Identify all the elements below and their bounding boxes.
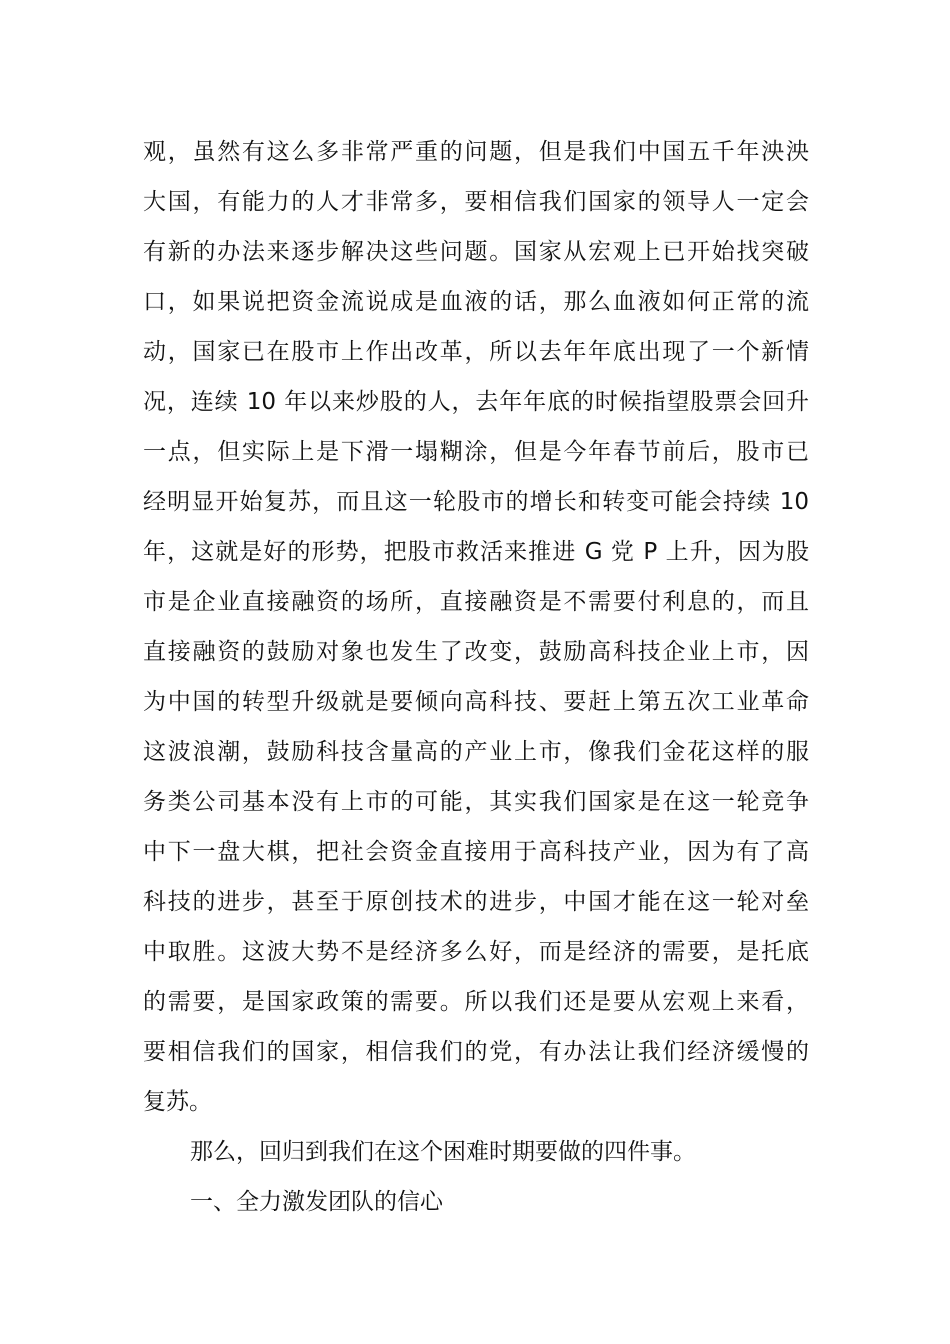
text-line: 年，这就是好的形势，把股市救活来推进 G 党 P 上升，因为股 — [143, 539, 809, 565]
body-text — [143, 127, 809, 1227]
text-line: 为中国的转型升级就是要倾向高科技、要赶上第五次工业革命 — [143, 689, 809, 715]
text-line: 大国，有能力的人才非常多，要相信我们国家的领导人一定会 — [143, 189, 809, 215]
text-line: 经明显开始复苏，而且这一轮股市的增长和转变可能会持续 10 — [143, 489, 809, 515]
text-line: 的需要，是国家政策的需要。所以我们还是要从宏观上来看， — [143, 989, 809, 1015]
text-line: 科技的进步，甚至于原创技术的进步，中国才能在这一轮对垒 — [143, 889, 809, 915]
text-line: 要相信我们的国家，相信我们的党，有办法让我们经济缓慢的 — [143, 1039, 809, 1065]
paragraph-four-tasks: 那么，回归到我们在这个困难时期要做的四件事。 — [190, 1139, 696, 1165]
text-line: 市是企业直接融资的场所，直接融资是不需要付利息的，而且 — [143, 589, 809, 615]
text-line: 中下一盘大棋，把社会资金直接用于高科技产业，因为有了高 — [143, 839, 809, 865]
section-heading: 一、全力激发团队的信心 — [190, 1189, 443, 1215]
text-line: 有新的办法来逐步解决这些问题。国家从宏观上已开始找突破 — [143, 239, 809, 265]
text-line: 况，连续 10 年以来炒股的人，去年年底的时候指望股票会回升 — [143, 389, 809, 415]
text-line: 一点，但实际上是下滑一塌糊涂，但是今年春节前后，股市已 — [143, 439, 809, 465]
text-line: 中取胜。这波大势不是经济多么好，而是经济的需要，是托底 — [143, 939, 809, 965]
text-line: 务类公司基本没有上市的可能，其实我们国家是在这一轮竞争 — [143, 789, 809, 815]
text-line: 动，国家已在股市上作出改革，所以去年年底出现了一个新情 — [143, 339, 809, 365]
text-line: 直接融资的鼓励对象也发生了改变，鼓励高科技企业上市，因 — [143, 639, 809, 665]
text-line-last: 复苏。 — [143, 1089, 212, 1115]
text-line: 观，虽然有这么多非常严重的问题，但是我们中国五千年泱泱 — [143, 139, 809, 165]
text-line: 口，如果说把资金流说成是血液的话，那么血液如何正常的流 — [143, 289, 809, 315]
text-line: 这波浪潮，鼓励科技含量高的产业上市，像我们金花这样的服 — [143, 739, 809, 765]
